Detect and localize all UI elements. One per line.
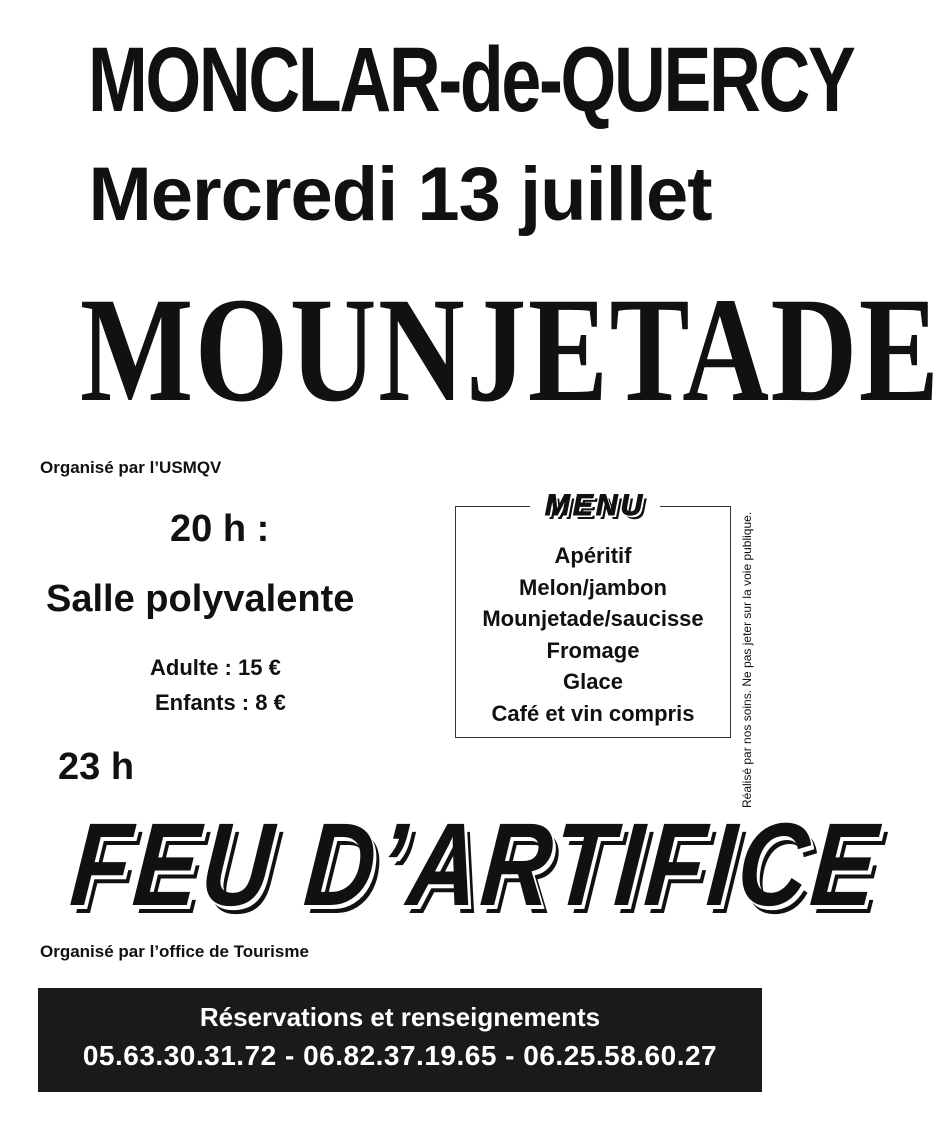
- menu-item: Glace: [563, 669, 623, 694]
- town-heading: MONCLAR-de-QUERCY: [88, 29, 854, 131]
- menu-item: Apéritif: [554, 543, 632, 568]
- venue-name: Salle polyvalente: [46, 578, 355, 620]
- phone-numbers: 05.63.30.31.72 - 06.82.37.19.65 - 06.25.58.60.27: [82, 1040, 718, 1071]
- side-note: Réalisé par nos soins. Ne pas jeter sur la voie publique.: [740, 511, 754, 808]
- fireworks-time: 23 h: [58, 746, 135, 788]
- fireworks-title: FEU D’ARTIFICE: [66, 799, 886, 931]
- organizer-usmqv: Organisé par l’USMQV: [40, 458, 222, 477]
- side-note-wrapper: [738, 511, 756, 808]
- menu-list: [457, 540, 729, 729]
- price-adult: Adulte : 15 €: [150, 655, 281, 680]
- menu-title: MENU: [530, 488, 660, 524]
- price-children: Enfants : 8 €: [155, 690, 286, 715]
- reservation-banner: [38, 988, 762, 1092]
- menu-item: Café et vin compris: [491, 700, 695, 726]
- menu-item: Mounjetade/saucisse: [482, 606, 704, 631]
- reservation-title: Réservations et renseignements: [199, 1002, 601, 1032]
- menu-item: Fromage: [546, 637, 640, 663]
- dinner-time: 20 h :: [170, 508, 270, 550]
- event-date: Mercredi 13 juillet: [88, 152, 712, 237]
- event-title: MOUNJETADE: [80, 267, 940, 433]
- menu-item: Melon/jambon: [519, 574, 667, 600]
- organizer-tourism-office: Organisé par l’office de Tourisme: [40, 942, 309, 961]
